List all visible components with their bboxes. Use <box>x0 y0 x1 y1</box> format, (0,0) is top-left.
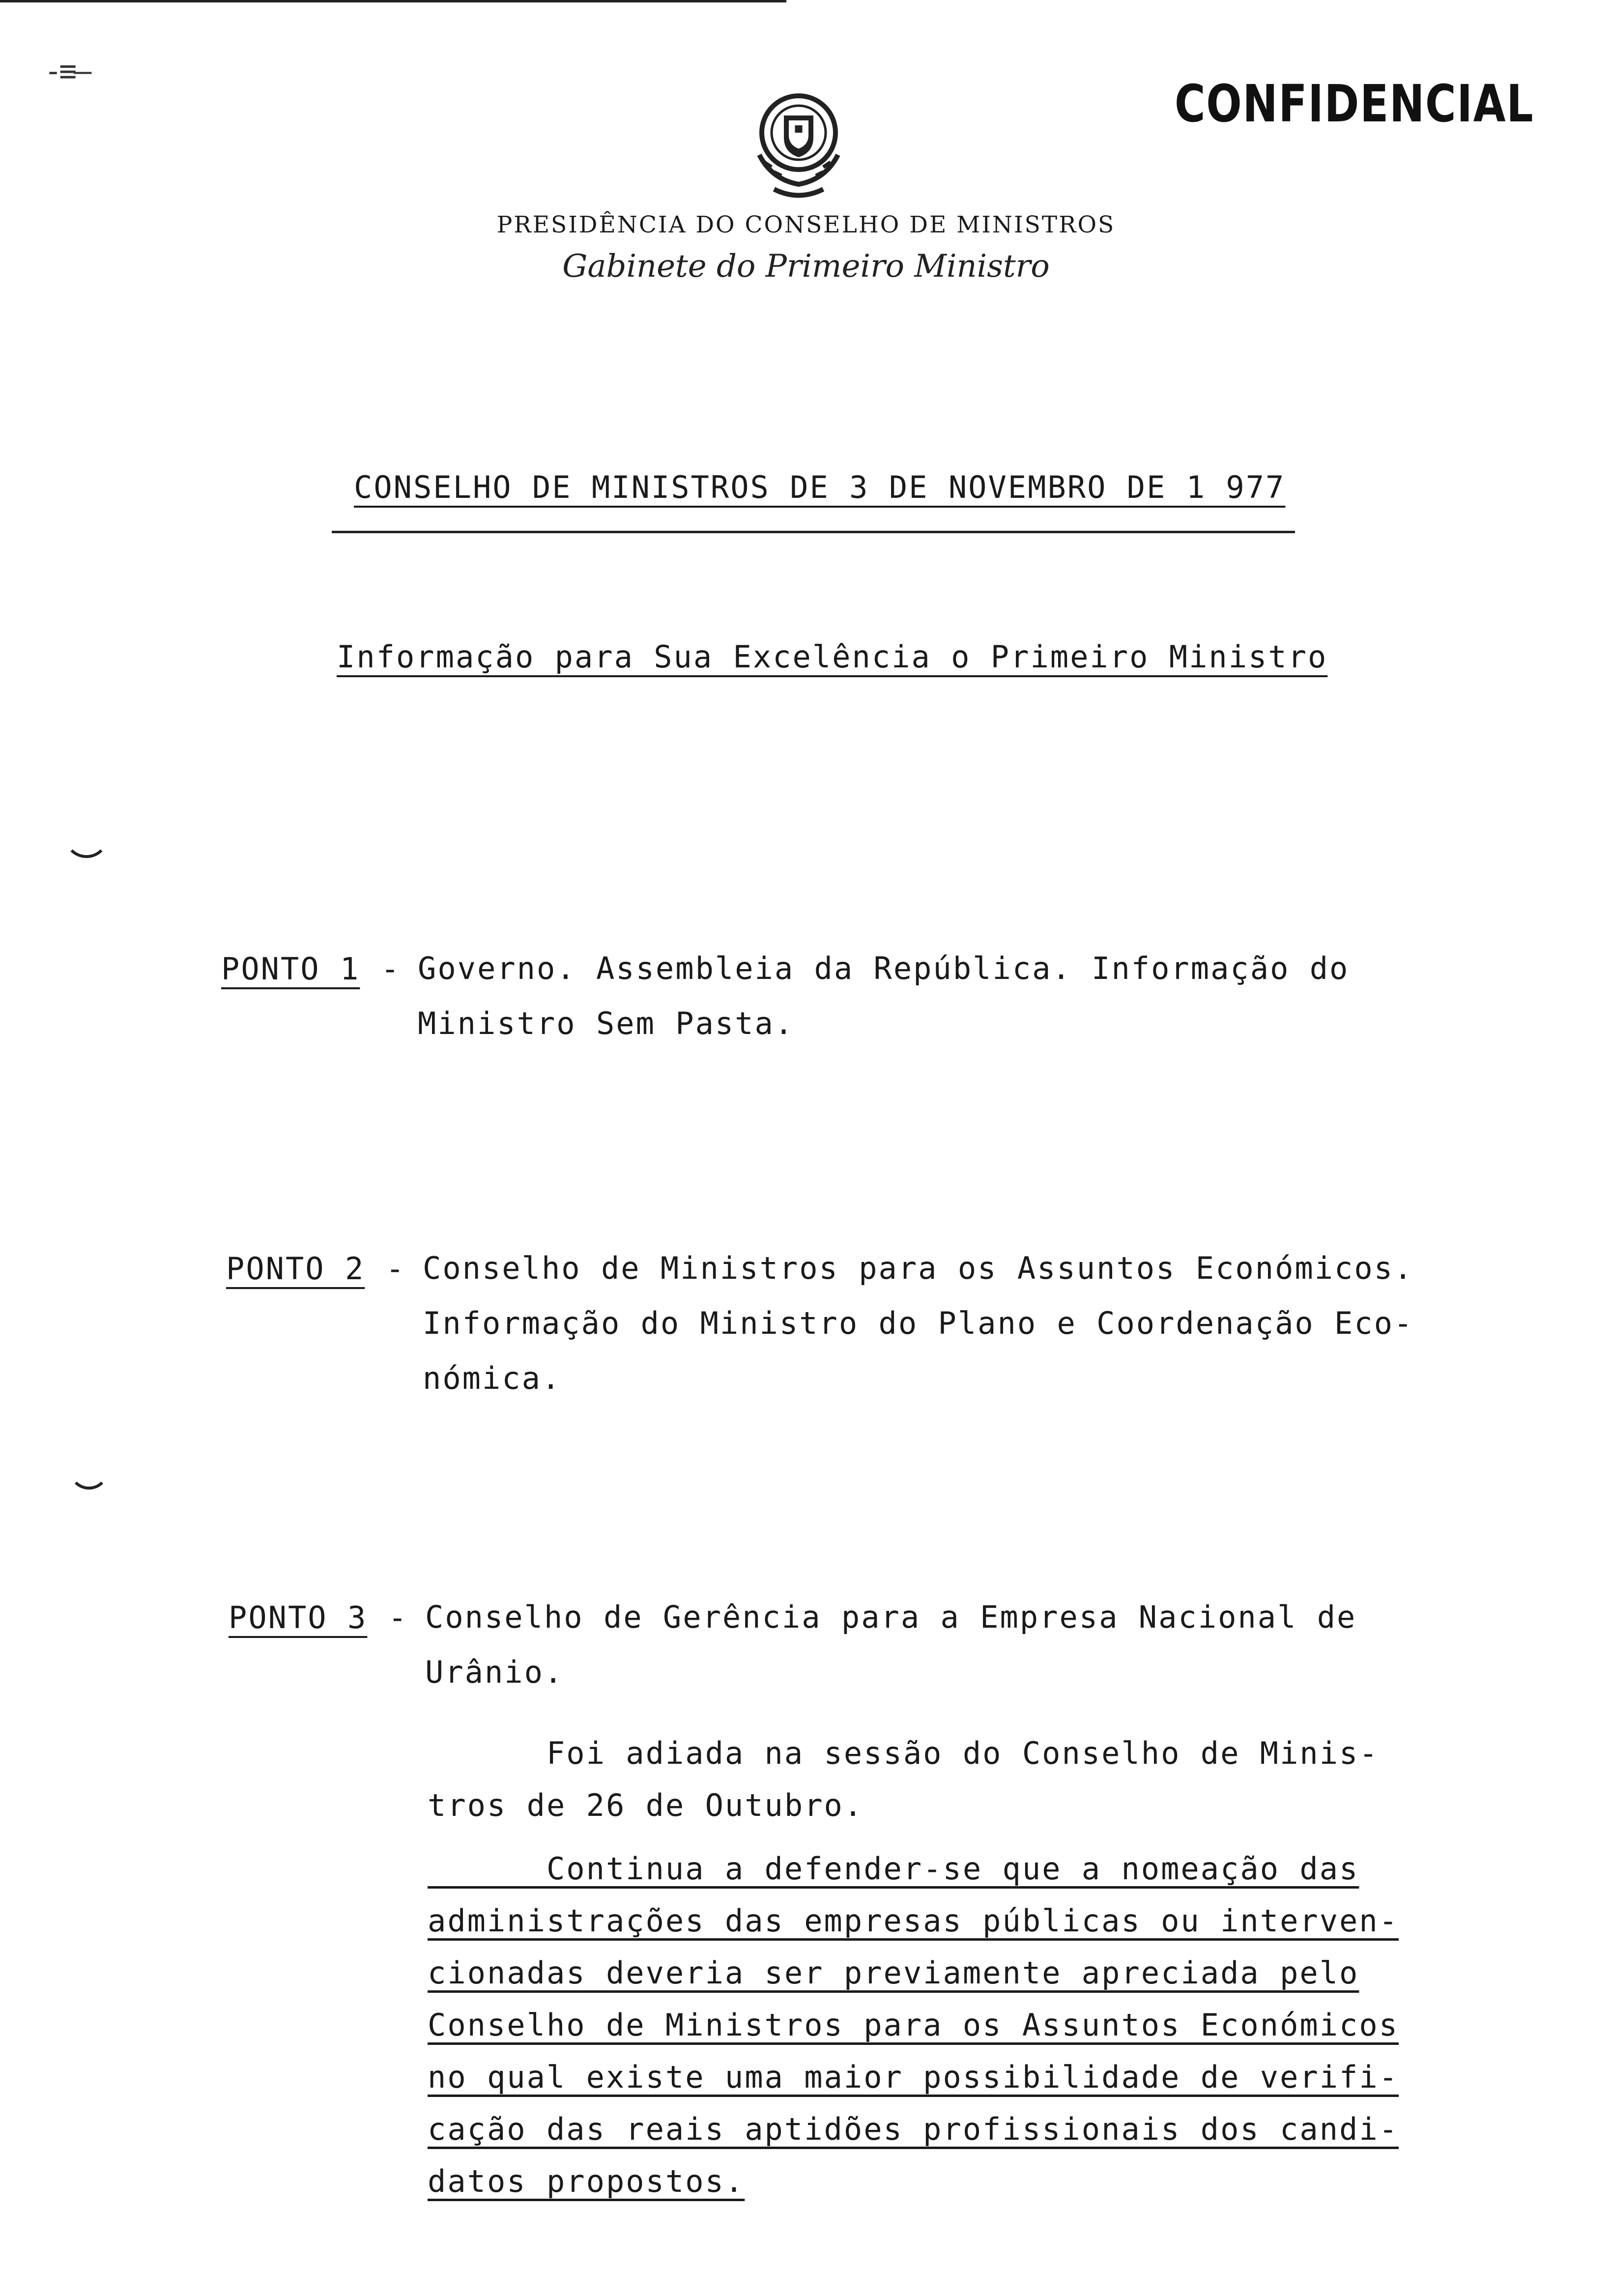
text-line <box>428 2155 1399 2208</box>
text-line: tros de 26 de Outubro. <box>428 1787 864 1823</box>
underlined-text: datos propostos. <box>428 2163 745 2199</box>
text-line <box>428 1895 1399 1947</box>
text-line: Foi adiada na sessão do Conselho de Minis- <box>428 1735 1379 1771</box>
text-line: Ministro Sem Pasta. <box>418 1005 795 1041</box>
point-1-text <box>418 941 1349 1051</box>
document-title: CONSELHO DE MINISTROS DE 3 DE NOVEMBRO DE 1 977 <box>354 469 1286 505</box>
text-line: Governo. Assembleia da República. Informação do <box>418 950 1350 986</box>
hole-punch-mark <box>64 835 109 858</box>
organization-name: PRESIDÊNCIA DO CONSELHO DE MINISTROS <box>496 211 1116 238</box>
underlined-text: Conselho de Ministros para os Assuntos Económicos <box>428 2007 1399 2043</box>
point-3-separator: - <box>388 1600 407 1636</box>
text-line <box>428 2051 1399 2103</box>
point-2-label: PONTO 2 <box>226 1251 365 1287</box>
text-line <box>428 1843 1399 1895</box>
text-line <box>428 1947 1399 1999</box>
point-3-paragraph-2 <box>428 1843 1399 2208</box>
office-name: Gabinete do Primeiro Ministro <box>562 248 1050 285</box>
text-line: Urânio. <box>425 1654 564 1690</box>
scan-mark: -≡— <box>44 54 89 88</box>
text-line <box>428 2103 1399 2155</box>
point-2-text <box>423 1241 1413 1406</box>
underlined-text: Continua a defender-se que a nomeação das <box>428 1851 1359 1887</box>
point-2-separator: - <box>386 1251 404 1287</box>
title-rule <box>332 531 1295 533</box>
scan-top-rule <box>0 0 786 2</box>
text-line <box>428 1999 1399 2051</box>
confidential-stamp: CONFIDENCIAL <box>1175 74 1534 134</box>
text-line: Conselho de Gerência para a Empresa Nacional de <box>425 1599 1357 1635</box>
text-line: Informação do Ministro do Plano e Coordenação Eco- <box>423 1305 1414 1341</box>
underlined-text: no qual existe uma maior possibilidade de verifi- <box>428 2059 1399 2095</box>
underlined-text: administrações das empresas públicas ou interven- <box>428 1903 1399 1939</box>
coat-of-arms-icon <box>737 81 860 204</box>
point-3-text <box>425 1590 1356 1700</box>
point-1-label: PONTO 1 <box>221 951 360 987</box>
underlined-text: cação das reais aptidões profissionais dos candi- <box>428 2111 1399 2147</box>
point-3-paragraph-1 <box>428 1727 1379 1832</box>
point-1-separator: - <box>381 951 400 987</box>
point-3-label: PONTO 3 <box>229 1600 368 1636</box>
text-line: Conselho de Ministros para os Assuntos Económicos. <box>423 1250 1414 1286</box>
underlined-text: cionadas deveria ser previamente apreciada pelo <box>428 1955 1359 1991</box>
document-subtitle: Informação para Sua Excelência o Primeiro Ministro <box>337 639 1328 675</box>
text-line: nómica. <box>423 1360 562 1396</box>
hole-punch-mark <box>69 1469 109 1490</box>
